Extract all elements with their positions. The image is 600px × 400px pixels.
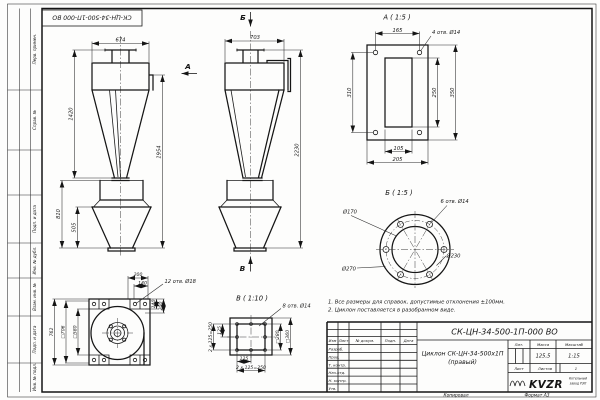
side-label-podp-data-2: Подп. и дата	[32, 325, 37, 354]
tb-company-line-2: завод РЭП	[569, 381, 587, 386]
view-arrow-a-label: А	[185, 62, 191, 71]
dim-top-overall: 762	[49, 327, 55, 337]
tb-row-razrab: Разраб.	[328, 346, 344, 352]
detail-a-title: А ( 1:5 )	[383, 13, 411, 22]
side-label-vzam-inv: Взам. инв. №	[32, 283, 37, 311]
tb-sheets-label: Листов	[537, 365, 553, 371]
tb-col-data: Дата	[403, 338, 414, 343]
top-view	[49, 272, 197, 365]
tb-mass-value: 125,5	[535, 353, 551, 360]
detail-a	[347, 14, 460, 165]
dim-front-width: 674	[115, 37, 126, 44]
top-stamp-number: СК-ЦН-34-500-1П-000 ВО	[52, 13, 132, 21]
tb-scale-value: 1:15	[568, 353, 580, 360]
front-view	[56, 36, 197, 256]
detail-b-title: Б ( 1:5 )	[385, 189, 413, 197]
dim-top-200: 200	[133, 273, 143, 278]
dim-b-bolt: Ø230	[446, 253, 461, 260]
dim-b-inner: Ø170	[343, 209, 357, 216]
dim-side-width: 703	[250, 35, 260, 41]
tb-col-docnum: № докум.	[355, 338, 375, 343]
dim-v-holes: 8 отв. Ø14	[282, 303, 311, 310]
title-block	[327, 322, 592, 392]
tb-col-list: Лист	[338, 338, 349, 343]
dim-top-sq-inner: □580	[73, 325, 79, 339]
side-label-podp-data-1: Подп. и дата	[32, 205, 37, 233]
dim-a-holes: 4 отв. Ø14	[432, 30, 461, 36]
tb-row-nachotd: Нач.отд.	[328, 370, 346, 376]
side-view	[219, 12, 303, 273]
detail-b	[341, 189, 469, 288]
dim-v-sq-outer: □360	[285, 329, 291, 344]
tb-scale-label: Масштаб	[564, 341, 584, 347]
tb-mass-label: Масса	[536, 341, 550, 347]
dim-front-total: 1954	[156, 145, 163, 159]
dim-v-left: 125	[217, 326, 223, 335]
dim-side-height: 2230	[294, 143, 301, 157]
dim-v-bottom: 125	[239, 357, 249, 362]
logo-coil-icon	[510, 381, 525, 386]
side-label-inv-podl: Инв. № подл.	[32, 362, 37, 392]
dim-a-bottom-inner: 105	[393, 145, 404, 152]
dim-b-holes: 6 отв. Ø14	[440, 199, 469, 205]
tb-product-name-1: Циклон СК-ЦН-34-500х1П	[421, 350, 504, 358]
dim-b-outer: Ø270	[342, 266, 356, 273]
tb-company-line-1: Котельный	[568, 376, 588, 381]
tb-doc-number: СК-ЦН-34-500-1П-000 ВО	[451, 326, 558, 337]
side-label-sprav: Справ. №	[32, 110, 37, 130]
detail-a-holes	[373, 50, 421, 134]
tb-col-izm: Изм	[328, 338, 337, 343]
dim-right-200: 200	[158, 301, 164, 311]
detail-v	[208, 295, 311, 373]
side-label-inv-dubl: Инв. № дубл.	[32, 246, 37, 275]
tb-col-podp: Подп.	[384, 338, 397, 343]
tb-logo-text: KVZR	[529, 379, 563, 391]
side-label-perv-primen: Перв. примен.	[32, 33, 37, 65]
dim-a-right-outer: 350	[449, 87, 456, 98]
tb-sheet-label: Лист	[514, 365, 524, 371]
tb-row-tkontr: Т. контр.	[328, 362, 347, 368]
tb-row-prov: Пров.	[328, 354, 340, 360]
dim-top-140: 140	[138, 281, 147, 287]
view-arrow-v-label: В	[239, 264, 246, 273]
view-arrow-b-label: Б	[240, 13, 246, 22]
tb-lit-label: Лит.	[514, 341, 524, 347]
dim-v-left-pitch: 2 х 125=250	[208, 322, 214, 352]
dim-top-sq-outer: □706	[61, 325, 67, 339]
dim-v-sq-inner: □280	[275, 330, 281, 344]
tb-row-utv: Утв.	[328, 386, 337, 391]
dim-right-140: 140	[151, 299, 157, 309]
dim-front-cone: 1420	[68, 107, 75, 121]
footer-format: Формат А3	[524, 393, 550, 399]
detail-v-title: В ( 1:10 )	[236, 294, 268, 303]
dim-v-bottom-pitch: 2 х 125=250	[236, 366, 266, 371]
top-view-holes-note: 12 отв. Ø18	[164, 279, 196, 285]
dim-front-bunker: 810	[56, 209, 63, 219]
footer-copied: Копировал	[443, 393, 469, 399]
tb-product-name-2: (правый)	[448, 359, 477, 366]
dim-a-top: 165	[392, 27, 403, 34]
note-2: 2. Циклон поставляется в разобранном виде.	[328, 307, 456, 314]
tb-sheets-value: 1	[574, 365, 578, 371]
dim-front-hopper: 505	[71, 222, 78, 233]
dim-a-bottom-outer: 205	[392, 156, 403, 163]
note-1: 1. Все размеры для справок, допустимые отклонения ±100мм.	[328, 299, 505, 306]
notes	[328, 300, 505, 314]
dim-a-right-inner: 250	[431, 87, 438, 98]
tb-row-nkontr: Н. контр.	[328, 378, 347, 384]
dim-a-left: 310	[347, 87, 353, 98]
